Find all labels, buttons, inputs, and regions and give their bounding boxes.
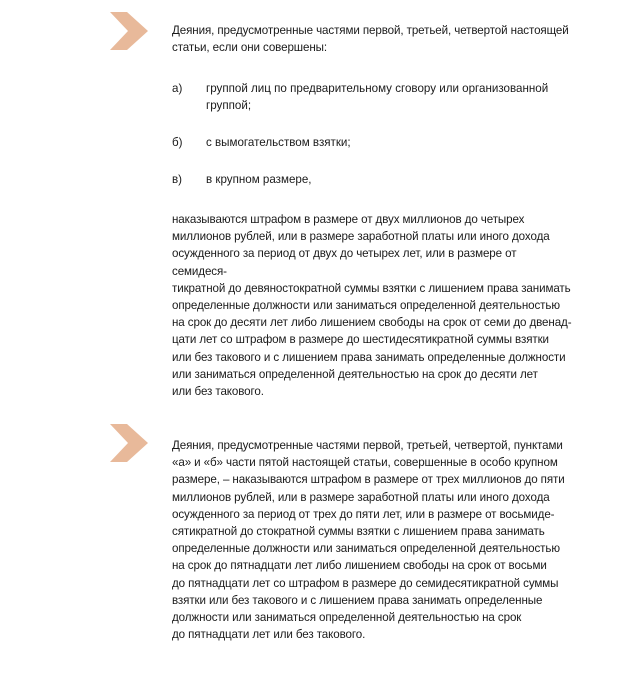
section1-intro: Деяния, предусмотренные частями первой, третьей, четвертой настоящей статьи, если они совершены: [172, 24, 569, 55]
list-item-letter: в) [172, 173, 183, 186]
list-item-text: группой лиц по предварительному сговору или организованной группой; [206, 82, 549, 113]
section1-penalty: наказываются штрафом в размере от двух миллионов до четырех миллионов рублей, или в размере заработной платы или иного дохода осужденного за период от двух до четырех лет, или в размере от семидеся- тикратной до девяностократной суммы взятки с лишением права занимать определенные должности или заниматься определенной деятельностью на срок до десяти лет либо лишением свободы на срок от семи до двенад- цати лет со штрафом в размере до шестидесятикратной суммы взятки или без такового и с лишением права занимать определенные должности или заниматься определенной деятельностью на срок до десяти лет или без такового. [172, 213, 572, 399]
chevron-right-icon [110, 12, 148, 50]
list-item-letter: б) [172, 136, 183, 149]
chevron-right-icon [110, 424, 148, 462]
list-item-text: с вымогательством взятки; [206, 136, 351, 149]
list-item-text: в крупном размере, [206, 173, 312, 186]
section2-text: Деяния, предусмотренные частями первой, третьей, четвертой, пунктами «а» и «б» части пятой настоящей статьи, совершенные в особо крупном размере, – наказываются штрафом в размере от трех миллионов до пяти миллионов рублей, или в размере заработной платы или иного дохода осужденного за период от трех до пяти лет, или в размере от восьмиде- сятикратной до стократной суммы взятки с лишением права занимать определенные должности или заниматься определенной деятельностью на срок до пятнадцати лет либо лишением свободы на срок от восьми до пятнадцати лет со штрафом в размере до семидесятикратной суммы взятки или без такового и с лишением права занимать определенные должности или заниматься определенной деятельностью на срок до пятнадцати лет или без такового. [172, 439, 565, 642]
list-item-letter: а) [172, 82, 183, 95]
